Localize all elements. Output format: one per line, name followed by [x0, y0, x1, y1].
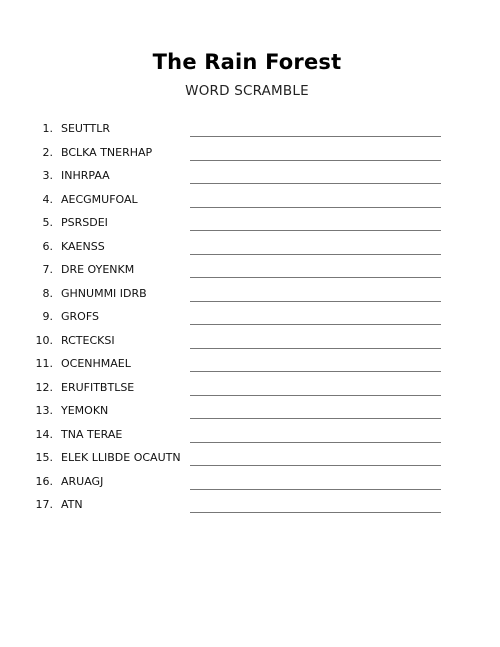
scrambled-word: ELEK LLIBDE OCAUTN: [61, 451, 181, 464]
scrambled-word: SEUTTLR: [61, 122, 111, 135]
answer-line[interactable]: [190, 160, 441, 161]
item-number: 1.: [42, 122, 53, 135]
page-subtitle: WORD SCRAMBLE: [185, 83, 309, 99]
item-number: 4.: [42, 192, 53, 206]
answer-line[interactable]: [190, 183, 441, 184]
scrambled-word: INHRPAA: [61, 169, 110, 182]
answer-line[interactable]: [190, 136, 441, 137]
answer-line[interactable]: [190, 301, 441, 302]
answer-line[interactable]: [190, 395, 441, 396]
list-item: [0, 448, 500, 472]
list-item: [0, 166, 500, 190]
list-item: [0, 425, 500, 449]
answer-line[interactable]: [190, 277, 441, 278]
item-number: 5.: [42, 216, 53, 229]
scramble-list: [0, 119, 500, 519]
list-item: [0, 472, 500, 496]
answer-line[interactable]: [190, 348, 441, 349]
scrambled-word: PSRSDEI: [61, 216, 108, 229]
scrambled-word: ATN: [61, 498, 83, 511]
list-item: [0, 284, 500, 308]
scrambled-word: ERUFITBTLSE: [61, 380, 135, 394]
list-item: [0, 378, 500, 402]
page-title: The Rain Forest: [152, 50, 342, 74]
item-number: 6.: [42, 239, 53, 253]
list-item: [0, 354, 500, 378]
scrambled-word: ARUAGJ: [61, 474, 104, 488]
answer-line[interactable]: [190, 418, 441, 419]
list-item: [0, 237, 500, 261]
scrambled-word: RCTECKSI: [61, 333, 115, 347]
scrambled-word: KAENSS: [61, 239, 105, 253]
item-number: 3.: [42, 169, 53, 182]
answer-line[interactable]: [190, 371, 441, 372]
answer-line[interactable]: [190, 512, 441, 513]
item-number: 16.: [35, 474, 53, 488]
scrambled-word: GHNUMMI IDRB: [61, 286, 147, 300]
item-number: 13.: [35, 404, 53, 417]
scrambled-word: BCLKA TNERHAP: [61, 145, 153, 159]
answer-line[interactable]: [190, 254, 441, 255]
answer-line[interactable]: [190, 230, 441, 231]
list-item: [0, 143, 500, 167]
list-item: [0, 260, 500, 284]
answer-line[interactable]: [190, 442, 441, 443]
item-number: 10.: [35, 333, 53, 347]
answer-line[interactable]: [190, 324, 441, 325]
item-number: 9.: [42, 310, 53, 323]
answer-line[interactable]: [190, 489, 441, 490]
scrambled-word: AECGMUFOAL: [61, 192, 138, 206]
list-item: [0, 307, 500, 331]
item-number: 17.: [35, 498, 53, 511]
item-number: 15.: [35, 451, 53, 464]
answer-line[interactable]: [190, 207, 441, 208]
answer-line[interactable]: [190, 465, 441, 466]
scrambled-word: DRE OYENKM: [61, 263, 135, 276]
scrambled-word: TNA TERAE: [61, 427, 123, 441]
scrambled-word: GROFS: [61, 310, 99, 323]
list-item: [0, 190, 500, 214]
scrambled-word: YEMOKN: [61, 404, 109, 417]
list-item: [0, 119, 500, 143]
list-item: [0, 401, 500, 425]
list-item: [0, 213, 500, 237]
item-number: 7.: [42, 263, 53, 276]
list-item: [0, 495, 500, 519]
scrambled-word: OCENHMAEL: [61, 357, 131, 370]
item-number: 8.: [42, 286, 53, 300]
list-item: [0, 331, 500, 355]
item-number: 11.: [35, 357, 53, 370]
item-number: 14.: [35, 427, 53, 441]
item-number: 2.: [42, 145, 53, 159]
item-number: 12.: [35, 380, 53, 394]
